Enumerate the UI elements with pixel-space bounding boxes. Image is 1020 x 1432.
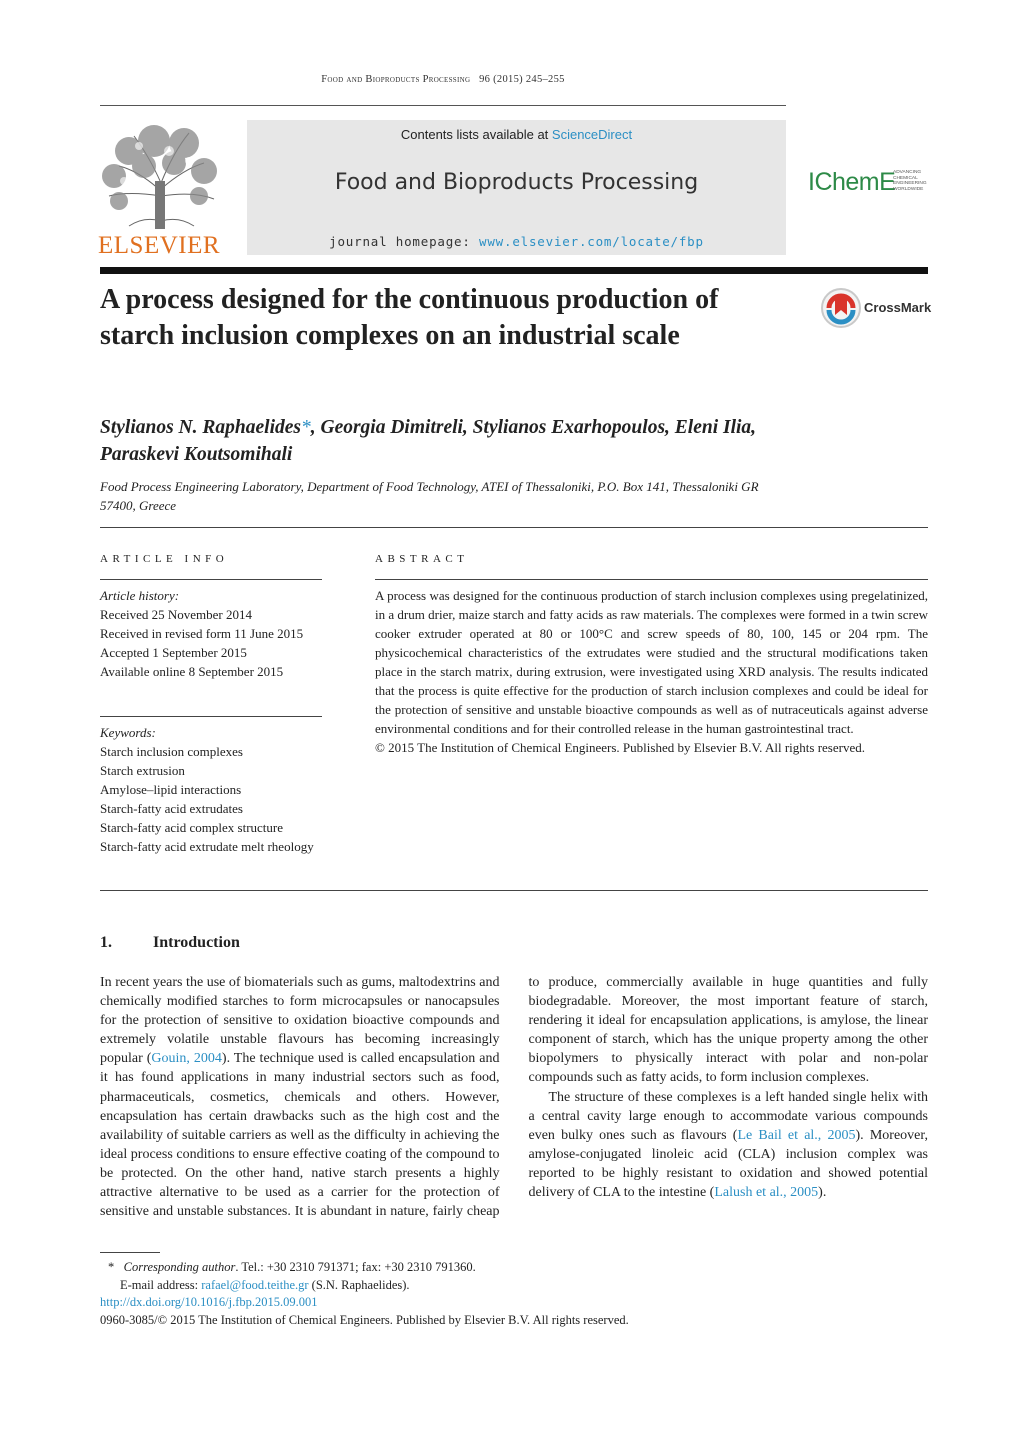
author-rest: , Georgia Dimitreli, Stylianos Exarhopoulos, Eleni Ilia, Paraskevi Koutsomihali <box>100 417 757 465</box>
article-history <box>100 586 322 681</box>
section-number: 1. <box>100 934 112 951</box>
running-head-volume: 96 (2015) 245–255 <box>479 74 565 85</box>
affiliation: Food Process Engineering Laboratory, Department of Food Technology, ATEI of Thessaloniki, P.O. Box 141, Thessaloniki GR 57400, Greece <box>100 479 759 513</box>
email-link[interactable]: rafael@food.teithe.gr <box>201 1277 309 1292</box>
article-info-rule <box>100 579 322 580</box>
footnotes <box>100 1259 800 1329</box>
keyword-item: Starch-fatty acid complex structure <box>100 820 284 835</box>
ref-le-bail-2005[interactable]: Le Bail et al., 2005 <box>737 1127 856 1143</box>
email-owner: (S.N. Raphaelides). <box>308 1277 410 1292</box>
journal-homepage <box>247 234 786 249</box>
email-footnote <box>100 1277 800 1295</box>
sciencedirect-link[interactable]: ScienceDirect <box>551 127 633 142</box>
abstract-copyright: © 2015 The Institution of Chemical Engineers. Published by Elsevier B.V. All rights reserved. <box>375 740 865 755</box>
section-title: Introduction <box>153 934 240 951</box>
corresponding-footnote <box>100 1259 800 1277</box>
doi-link[interactable]: http://dx.doi.org/10.1016/j.fbp.2015.09.001 <box>100 1295 318 1309</box>
ref-gouin-2004[interactable]: Gouin, 2004 <box>151 1051 222 1067</box>
running-head <box>100 74 786 85</box>
footnote-rule <box>100 1252 160 1253</box>
intro-p2-text-a: The structure of these complexes is a left handed single helix with a central cavity large enough to accommodate various compounds even bulky ones such as flavours ( <box>528 1089 928 1143</box>
keywords-label: Keywords: <box>100 725 156 740</box>
email-label: E-mail address: <box>120 1277 202 1292</box>
issn-line: 0960-3085/© 2015 The Institution of Chemical Engineers. Published by Elsevier B.V. All rights reserved. <box>100 1312 629 1327</box>
keyword-item: Starch-fatty acid extrudate melt rheology <box>100 839 314 854</box>
icheme-tagline: ADVANCING CHEMICAL ENGINEERING WORLDWIDE <box>893 170 927 192</box>
crossmark-icon[interactable] <box>820 287 862 334</box>
running-head-journal: Food and Bioproducts Processing <box>321 74 471 85</box>
intro-p2-text-c: ). <box>818 1185 827 1201</box>
intro-p1-text-a: In recent years the use of biomaterials such as gums, maltodextrins and chemically modified starches to form microcapsules or nanocapsules for the protection of sensitive to oxidation bioactive compounds and extremely volatile unstable flavours has becoming increasingly popular ( <box>100 975 500 1067</box>
abstract-rule <box>375 579 928 580</box>
footnote-mark: * <box>108 1260 115 1274</box>
intro-paragraph-2 <box>529 1088 929 1203</box>
accepted-date: Accepted 1 September 2015 <box>100 645 247 660</box>
history-label: Article history: <box>100 588 180 603</box>
corresponding-label: Corresponding author <box>123 1260 236 1274</box>
abstract-heading: ABSTRACT <box>375 553 469 565</box>
keyword-item: Starch extrusion <box>100 763 185 778</box>
keywords-block <box>100 723 322 856</box>
contents-line <box>247 127 786 142</box>
header-rule <box>100 105 786 106</box>
contents-prefix: Contents lists available at <box>400 127 552 142</box>
elsevier-logo-text: ELSEVIER <box>98 232 221 259</box>
homepage-link[interactable]: www.elsevier.com/locate/fbp <box>479 234 704 249</box>
keyword-item: Starch inclusion complexes <box>100 744 243 759</box>
title-rule <box>100 267 928 274</box>
article-info-heading: ARTICLE INFO <box>100 553 229 565</box>
journal-name: Food and Bioproducts Processing <box>334 170 699 195</box>
homepage-prefix: journal homepage: <box>329 234 480 249</box>
abstract-body <box>375 586 928 757</box>
corresponding-contact: . Tel.: +30 2310 791371; fax: +30 2310 791360. <box>235 1260 476 1274</box>
received-date: Received 25 November 2014 <box>100 607 252 622</box>
icheme-logo: IChemE <box>808 168 896 196</box>
ref-lalush-2005[interactable]: Lalush et al., 2005 <box>714 1185 819 1201</box>
intro-p1-text-b: ). The technique used is called encapsulation and it has found applications in many industrial sectors such as food, pharmaceuticals, cosmetics, chemicals and others. However, encapsulation has certain drawbacks such as the high cost and the availability of suitable carriers as well as the difficulty in achieving the ideal process conditions to ensure effective coating of the compound to be protected. On the other hand, native starch presents a highly attractive alternative to be used as a carrier for the protection of sensitive and unstable substances. It is abundant in nature, fairly cheap to produce, commercially available in huge quantities and fully biodegradable. Moreover, the most important feature of starch, rendering it ideal for encapsulation applications, is amylose, the linear component of starch, which has the unique property among the other biopolymers to physically interact with polar and non-polar compounds such as fatty acids, to form inclusion complexes. <box>100 975 928 1220</box>
keywords-rule <box>100 716 322 717</box>
elsevier-tree-icon <box>99 121 223 236</box>
info-top-rule <box>100 527 928 528</box>
keyword-item: Starch-fatty acid extrudates <box>100 801 243 816</box>
abstract-text: A process was designed for the continuous production of starch inclusion complexes using pregelatinized, in a drum drier, maize starch and fatty acids as raw materials. The complexes were formed in a twin screw cooker extruder operated at 80 or 100°C and screw speeds of 80, 100, 145 or 204 rpm. The physicochemical characteristics of the extrudates were studied and the structural modifications taken place in the starch matrix, during extrusion, were investigated using XRD analysis. The results indicated that the process is quite effective for the production of starch inclusion complexes and could be ideal for the protection of sensitive and unstable bioactive compounds as well as of nutraceuticals against adverse environmental conditions and for their controlled release in the human gastrointestinal tract. <box>375 588 928 736</box>
revised-date: Received in revised form 11 June 2015 <box>100 626 304 641</box>
author-list <box>100 414 800 468</box>
introduction-body <box>100 973 928 1231</box>
corresponding-author-mark[interactable]: * <box>300 417 311 438</box>
keyword-item: Amylose–lipid interactions <box>100 782 242 797</box>
introduction-heading <box>100 934 240 952</box>
online-date: Available online 8 September 2015 <box>100 664 284 679</box>
intro-p2-text-b: ). Moreover, amylose-conjugated linoleic acid (CLA) inclusion complex was reported to be highly resistant to oxidation and showed potential delivery of CLA to the intestine ( <box>528 1127 928 1201</box>
author-first: Stylianos N. Raphaelides <box>100 417 301 438</box>
body-top-rule <box>100 890 928 891</box>
crossmark-label[interactable]: CrossMark <box>864 300 932 315</box>
article-title: A process designed for the continuous production of starch inclusion complexes on an industrial scale <box>100 284 719 351</box>
